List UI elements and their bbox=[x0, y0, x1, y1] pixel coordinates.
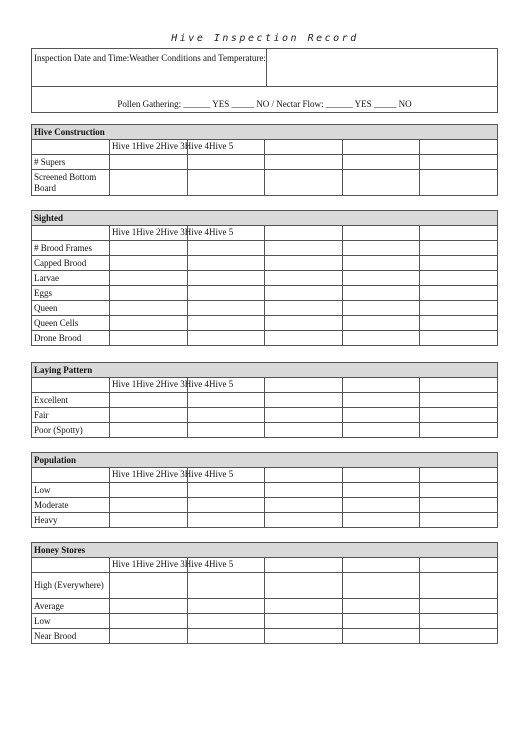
row-label: Excellent bbox=[32, 393, 110, 408]
entry-cell[interactable] bbox=[187, 241, 265, 256]
row-label: Larvae bbox=[32, 271, 110, 286]
section-title: Hive Construction bbox=[32, 125, 498, 140]
hive-column-headers bbox=[110, 558, 234, 573]
row-label: Queen Cells bbox=[32, 316, 110, 331]
entry-cell[interactable] bbox=[110, 423, 188, 438]
entry-cell[interactable] bbox=[342, 599, 420, 614]
honey-stores-table bbox=[31, 542, 498, 644]
page-title: Hive Inspection Record bbox=[171, 33, 359, 44]
hive-labels: Hive 1Hive 2Hive 3Hive 4Hive 5 bbox=[112, 227, 234, 237]
inspection-header-box bbox=[31, 48, 498, 113]
row-label: Drone Brood bbox=[32, 331, 110, 346]
entry-cell[interactable] bbox=[265, 316, 343, 331]
entry-cell[interactable] bbox=[265, 629, 343, 644]
entry-cell[interactable] bbox=[265, 301, 343, 316]
section-title: Honey Stores bbox=[32, 543, 498, 558]
row-label: Fair bbox=[32, 408, 110, 423]
entry-cell[interactable] bbox=[187, 393, 265, 408]
entry-cell[interactable] bbox=[420, 408, 498, 423]
entry-cell[interactable] bbox=[420, 599, 498, 614]
pollen-nectar-line: Pollen Gathering: ______ YES _____ NO / Nectar Flow: ______ YES _____ NO bbox=[117, 99, 412, 109]
entry-cell[interactable] bbox=[265, 513, 343, 528]
entry-cell[interactable] bbox=[187, 599, 265, 614]
row-label: Poor (Spotty) bbox=[32, 423, 110, 438]
entry-cell[interactable] bbox=[342, 241, 420, 256]
entry-cell[interactable] bbox=[110, 301, 188, 316]
entry-cell[interactable] bbox=[265, 155, 343, 170]
entry-cell[interactable] bbox=[265, 331, 343, 346]
entry-cell[interactable] bbox=[265, 393, 343, 408]
entry-cell[interactable] bbox=[265, 498, 343, 513]
row-label: Low bbox=[32, 483, 110, 498]
entry-cell[interactable] bbox=[110, 241, 188, 256]
entry-cell[interactable] bbox=[265, 573, 343, 599]
entry-cell[interactable] bbox=[187, 155, 265, 170]
entry-cell[interactable] bbox=[420, 498, 498, 513]
entry-cell[interactable] bbox=[187, 301, 265, 316]
header-divider-horizontal bbox=[32, 86, 497, 87]
entry-cell[interactable] bbox=[420, 614, 498, 629]
empty-cell bbox=[32, 468, 110, 483]
entry-cell[interactable] bbox=[110, 256, 188, 271]
entry-cell[interactable] bbox=[265, 241, 343, 256]
entry-cell[interactable] bbox=[187, 170, 265, 196]
entry-cell[interactable] bbox=[342, 629, 420, 644]
entry-cell[interactable] bbox=[420, 573, 498, 599]
entry-cell[interactable] bbox=[265, 423, 343, 438]
entry-cell[interactable] bbox=[420, 286, 498, 301]
entry-cell[interactable] bbox=[265, 408, 343, 423]
entry-cell[interactable] bbox=[110, 498, 188, 513]
entry-cell[interactable] bbox=[420, 271, 498, 286]
hive-column-headers bbox=[110, 378, 234, 393]
inspection-date-weather-label: Inspection Date and Time:Weather Conditions and Temperature: bbox=[34, 53, 266, 63]
laying-pattern-table bbox=[31, 362, 498, 438]
entry-cell[interactable] bbox=[187, 256, 265, 271]
entry-cell[interactable] bbox=[110, 271, 188, 286]
entry-cell[interactable] bbox=[110, 393, 188, 408]
entry-cell[interactable] bbox=[420, 241, 498, 256]
entry-cell[interactable] bbox=[342, 301, 420, 316]
entry-cell[interactable] bbox=[265, 286, 343, 301]
entry-cell[interactable] bbox=[342, 155, 420, 170]
row-label: Near Brood bbox=[32, 629, 110, 644]
entry-cell[interactable] bbox=[187, 331, 265, 346]
entry-cell[interactable] bbox=[110, 483, 188, 498]
entry-cell[interactable] bbox=[342, 331, 420, 346]
entry-cell[interactable] bbox=[420, 423, 498, 438]
entry-cell[interactable] bbox=[187, 629, 265, 644]
hive-construction-table bbox=[31, 124, 498, 196]
entry-cell[interactable] bbox=[187, 316, 265, 331]
entry-cell[interactable] bbox=[110, 614, 188, 629]
entry-cell[interactable] bbox=[187, 483, 265, 498]
hive-labels: Hive 1Hive 2Hive 3Hive 4Hive 5 bbox=[112, 379, 234, 389]
row-label: Heavy bbox=[32, 513, 110, 528]
entry-cell[interactable] bbox=[342, 393, 420, 408]
entry-cell[interactable] bbox=[110, 286, 188, 301]
empty-cell bbox=[32, 378, 110, 393]
entry-cell[interactable] bbox=[420, 629, 498, 644]
row-label: High (Everywhere) bbox=[32, 573, 110, 599]
sighted-table bbox=[31, 210, 498, 346]
entry-cell[interactable] bbox=[187, 498, 265, 513]
entry-cell[interactable] bbox=[110, 316, 188, 331]
hive-column-headers bbox=[110, 140, 234, 155]
entry-cell[interactable] bbox=[342, 316, 420, 331]
entry-cell[interactable] bbox=[342, 408, 420, 423]
row-label: Average bbox=[32, 599, 110, 614]
row-label: Screened Bottom Board bbox=[32, 170, 110, 196]
entry-cell[interactable] bbox=[420, 170, 498, 196]
header-divider-vertical bbox=[266, 49, 267, 86]
hive-column-headers bbox=[110, 226, 234, 241]
entry-cell[interactable] bbox=[265, 170, 343, 196]
row-label: # Brood Frames bbox=[32, 241, 110, 256]
entry-cell[interactable] bbox=[110, 170, 188, 196]
entry-cell[interactable] bbox=[342, 513, 420, 528]
row-label: Moderate bbox=[32, 498, 110, 513]
section-title: Population bbox=[32, 453, 498, 468]
population-table bbox=[31, 452, 498, 528]
row-label: Queen bbox=[32, 301, 110, 316]
entry-cell[interactable] bbox=[342, 498, 420, 513]
entry-cell[interactable] bbox=[420, 331, 498, 346]
row-label: # Supers bbox=[32, 155, 110, 170]
entry-cell[interactable] bbox=[110, 573, 188, 599]
entry-cell[interactable] bbox=[110, 599, 188, 614]
entry-cell[interactable] bbox=[420, 513, 498, 528]
row-label: Eggs bbox=[32, 286, 110, 301]
entry-cell[interactable] bbox=[187, 614, 265, 629]
section-title: Laying Pattern bbox=[32, 363, 498, 378]
entry-cell[interactable] bbox=[342, 170, 420, 196]
entry-cell[interactable] bbox=[342, 256, 420, 271]
entry-cell[interactable] bbox=[420, 393, 498, 408]
entry-cell[interactable] bbox=[265, 614, 343, 629]
entry-cell[interactable] bbox=[342, 483, 420, 498]
hive-column-headers bbox=[110, 468, 234, 483]
empty-cell bbox=[32, 226, 110, 241]
empty-cell bbox=[32, 558, 110, 573]
entry-cell[interactable] bbox=[420, 155, 498, 170]
entry-cell[interactable] bbox=[187, 513, 265, 528]
hive-labels: Hive 1Hive 2Hive 3Hive 4Hive 5 bbox=[112, 469, 234, 479]
entry-cell[interactable] bbox=[187, 271, 265, 286]
entry-cell[interactable] bbox=[342, 423, 420, 438]
entry-cell[interactable] bbox=[420, 483, 498, 498]
hive-labels: Hive 1Hive 2Hive 3Hive 4Hive 5 bbox=[112, 141, 234, 151]
entry-cell[interactable] bbox=[110, 155, 188, 170]
entry-cell[interactable] bbox=[420, 316, 498, 331]
row-label: Capped Brood bbox=[32, 256, 110, 271]
entry-cell[interactable] bbox=[110, 331, 188, 346]
entry-cell[interactable] bbox=[110, 629, 188, 644]
empty-cell bbox=[32, 140, 110, 155]
entry-cell[interactable] bbox=[187, 408, 265, 423]
entry-cell[interactable] bbox=[420, 301, 498, 316]
entry-cell[interactable] bbox=[265, 256, 343, 271]
entry-cell[interactable] bbox=[342, 573, 420, 599]
entry-cell[interactable] bbox=[110, 513, 188, 528]
entry-cell[interactable] bbox=[265, 483, 343, 498]
entry-cell[interactable] bbox=[110, 408, 188, 423]
entry-cell[interactable] bbox=[420, 256, 498, 271]
entry-cell[interactable] bbox=[342, 614, 420, 629]
row-label: Low bbox=[32, 614, 110, 629]
entry-cell[interactable] bbox=[187, 423, 265, 438]
section-title: Sighted bbox=[32, 211, 498, 226]
entry-cell[interactable] bbox=[265, 599, 343, 614]
entry-cell[interactable] bbox=[342, 286, 420, 301]
entry-cell[interactable] bbox=[342, 271, 420, 286]
entry-cell[interactable] bbox=[187, 286, 265, 301]
entry-cell[interactable] bbox=[265, 271, 343, 286]
hive-labels: Hive 1Hive 2Hive 3Hive 4Hive 5 bbox=[112, 559, 234, 569]
entry-cell[interactable] bbox=[187, 573, 265, 599]
